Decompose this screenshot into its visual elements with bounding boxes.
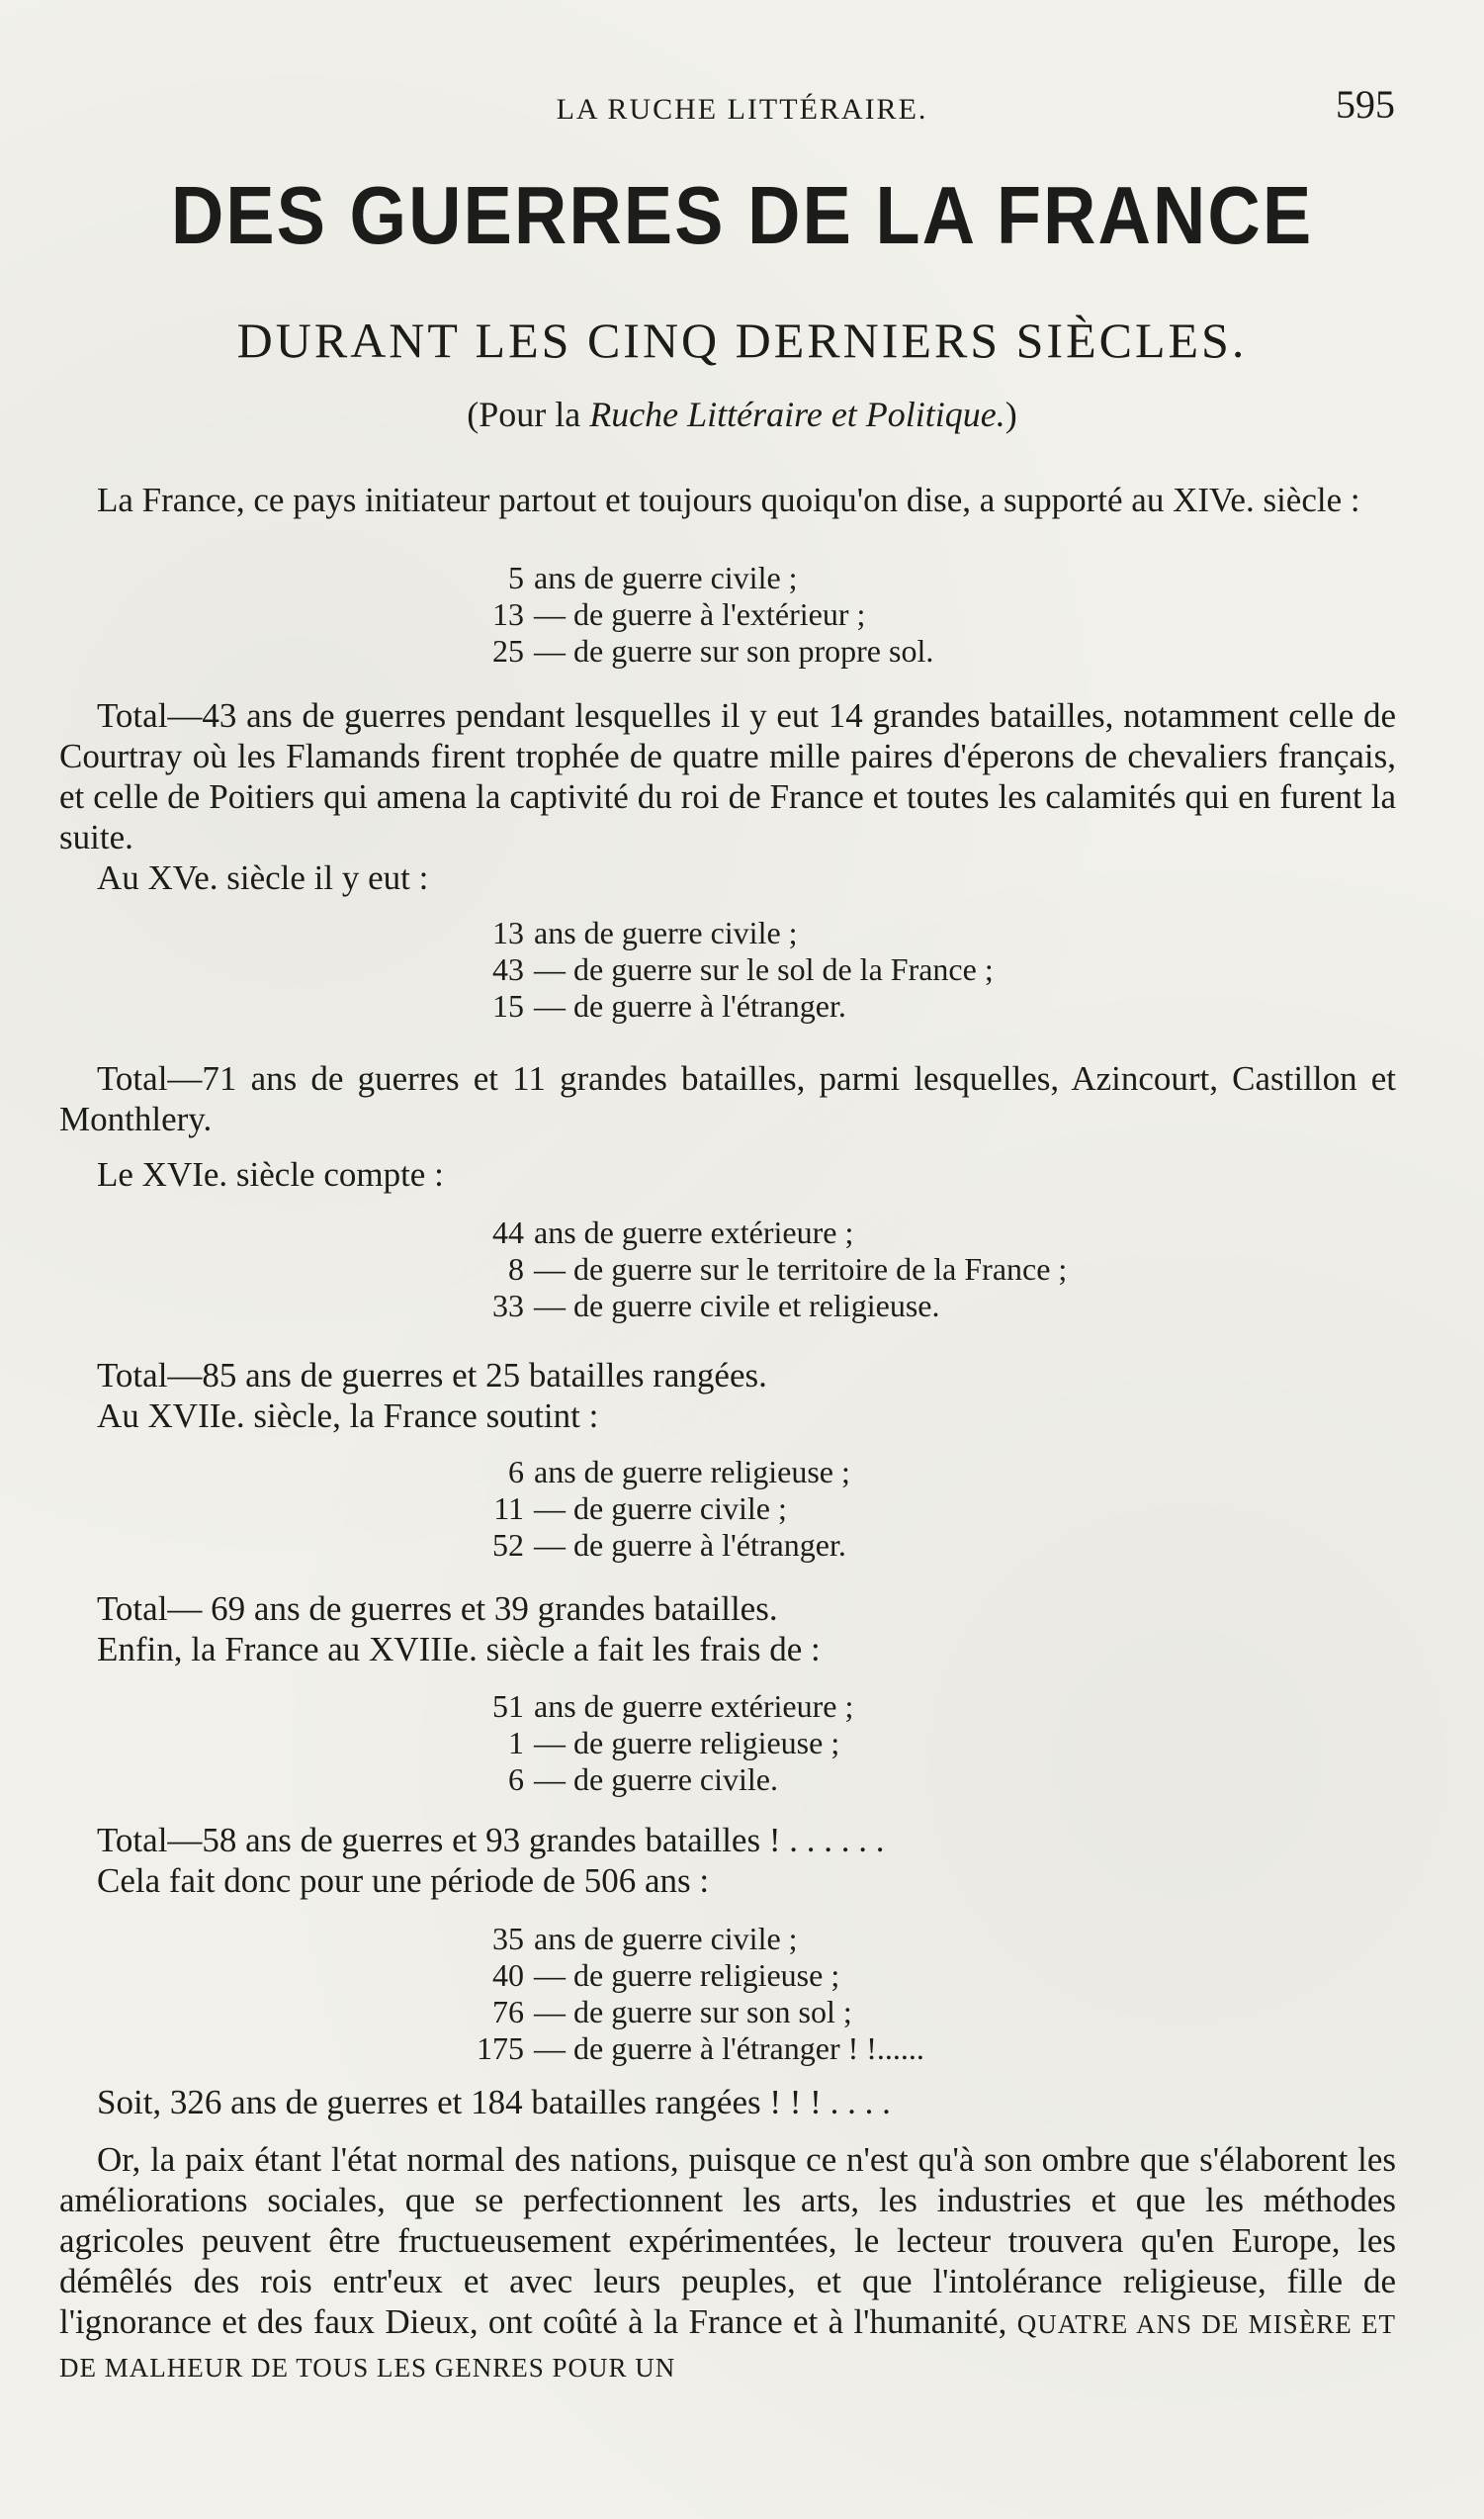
war-list xyxy=(450,1688,1142,1798)
section-total: Total—43 ans de guerres pendant lesquelles il y eut 14 grandes batailles, notamment celle de Courtray où les Flamands firent trophée de quatre mille paires d'éperons de chevaliers français, et celle de Poitiers qui amena la captivité du roi de France et toutes les calamités qui en furent la suite. xyxy=(59,696,1396,856)
war-list-item xyxy=(450,951,1142,988)
running-head: LA RUCHE LITTÉRAIRE. xyxy=(556,93,928,126)
article-subtitle: DURANT LES CINQ DERNIERS SIÈCLES. xyxy=(236,313,1248,368)
war-kind: — de guerre sur le sol de la France ; xyxy=(534,951,994,987)
war-list-item xyxy=(450,1921,1142,1957)
war-years: 51 xyxy=(492,1688,524,1724)
war-years: 175 xyxy=(477,2030,524,2066)
war-years: 13 xyxy=(492,915,524,950)
war-years: 15 xyxy=(492,988,524,1024)
war-kind: — de guerre civile et religieuse. xyxy=(534,1288,940,1323)
war-years: 6 xyxy=(508,1761,524,1797)
war-kind: — de guerre sur son sol ; xyxy=(534,1994,852,2029)
war-kind: — de guerre religieuse ; xyxy=(534,1725,840,1760)
section-intro: Enfin, la France au XVIIIe. siècle a fait les frais de : xyxy=(97,1630,821,1668)
war-list-item xyxy=(450,1288,1142,1324)
war-kind: ans de guerre civile ; xyxy=(534,1921,798,1956)
war-list xyxy=(450,560,1142,670)
war-kind: — de guerre sur le territoire de la France ; xyxy=(534,1251,1068,1287)
war-years: 8 xyxy=(508,1251,524,1287)
war-list-item xyxy=(450,560,1142,596)
war-list-item xyxy=(450,1454,1142,1490)
section-total: Total—85 ans de guerres et 25 batailles rangées. xyxy=(97,1356,767,1394)
section-total: Total—71 ans de guerres et 11 grandes batailles, parmi lesquelles, Azincourt, Castillon et Monthlery. xyxy=(59,1059,1396,1138)
war-years: 11 xyxy=(493,1490,524,1526)
war-list-item xyxy=(450,633,1142,670)
war-list-item xyxy=(450,1527,1142,1564)
war-years: 25 xyxy=(492,633,524,669)
war-list xyxy=(450,915,1142,1025)
war-kind: — de guerre à l'extérieur ; xyxy=(534,596,866,632)
conclusion-text: Or, la paix étant l'état normal des nations, puisque ce n'est qu'à son ombre que s'élaborent les améliorations sociales, que se perfectionnent les arts, les industries et que les méthodes agricoles peuvent être fructueusement expérimentées, le lecteur trouvera qu'en Europe, les démêlés des rois entr'eux et avec leurs peuples, et que l'intolérance religieuse, fille de l'ignorance et des faux Dieux, ont coûté à la France et à l'humanité, xyxy=(59,2140,1396,2341)
war-years: 6 xyxy=(508,1454,524,1489)
war-kind: — de guerre à l'étranger. xyxy=(534,1527,846,1563)
war-kind: — de guerre sur son propre sol. xyxy=(534,633,934,669)
grand-total: Soit, 326 ans de guerres et 184 batailles rangées ! ! ! . . . . xyxy=(97,2083,891,2121)
war-kind: — de guerre à l'étranger. xyxy=(534,988,846,1024)
section-total: Total—58 ans de guerres et 93 grandes batailles ! . . . . . . xyxy=(97,1821,885,1859)
war-years: 1 xyxy=(508,1725,524,1760)
war-kind: ans de guerre extérieure ; xyxy=(534,1688,854,1724)
conclusion-paragraph xyxy=(59,2139,1396,2388)
attribution-before: (Pour la xyxy=(467,395,590,434)
section-intro: Au XVIIe. siècle, la France soutint : xyxy=(97,1396,599,1435)
section-intro: La France, ce pays initiateur partout et toujours quoiqu'on dise, a supporté au XIVe. siècle : xyxy=(97,481,1360,519)
war-years: 40 xyxy=(492,1957,524,1993)
war-list-item xyxy=(450,1725,1142,1761)
conclusion-small-caps: QUATRE ANS DE MISÈRE ET DE MALHEUR DE TOUS LES GENRES POUR UN xyxy=(59,2309,1396,2383)
war-list-item xyxy=(450,2030,1142,2067)
war-list-item xyxy=(450,1688,1142,1725)
war-list xyxy=(450,1454,1142,1564)
war-years: 33 xyxy=(492,1288,524,1323)
section-intro: Cela fait donc pour une période de 506 ans : xyxy=(97,1861,710,1900)
war-kind: ans de guerre civile ; xyxy=(534,560,798,595)
war-list-item xyxy=(450,915,1142,951)
war-years: 52 xyxy=(492,1527,524,1563)
war-kind: — de guerre civile. xyxy=(534,1761,778,1797)
war-list-item xyxy=(450,1994,1142,2030)
war-years: 13 xyxy=(492,596,524,632)
section-intro: Au XVe. siècle il y eut : xyxy=(97,858,429,897)
article-title: DES GUERRES DE LA FRANCE xyxy=(170,169,1314,261)
war-kind: — de guerre civile ; xyxy=(534,1490,787,1526)
attribution xyxy=(0,394,1484,435)
war-list-item xyxy=(450,1957,1142,1994)
war-list-item xyxy=(450,988,1142,1025)
attribution-publication: Ruche Littéraire et Politique. xyxy=(589,395,1005,434)
war-list-item xyxy=(450,1215,1142,1251)
page-number: 595 xyxy=(1336,82,1395,127)
attribution-after: ) xyxy=(1004,395,1017,434)
section-intro: Le XVIe. siècle compte : xyxy=(97,1155,444,1194)
war-list-item xyxy=(450,1761,1142,1798)
war-list-item xyxy=(450,1490,1142,1527)
war-years: 5 xyxy=(508,560,524,595)
war-years: 44 xyxy=(492,1215,524,1250)
war-list-item xyxy=(450,1251,1142,1288)
war-years: 35 xyxy=(492,1921,524,1956)
war-list xyxy=(450,1921,1142,2067)
war-kind: ans de guerre religieuse ; xyxy=(534,1454,850,1489)
war-kind: ans de guerre extérieure ; xyxy=(534,1215,854,1250)
section-total: Total— 69 ans de guerres et 39 grandes batailles. xyxy=(97,1589,778,1628)
war-kind: ans de guerre civile ; xyxy=(534,915,798,950)
war-list xyxy=(450,1215,1142,1324)
war-years: 76 xyxy=(492,1994,524,2029)
war-kind: — de guerre à l'étranger ! !...... xyxy=(534,2030,924,2066)
war-list-item xyxy=(450,596,1142,633)
war-kind: — de guerre religieuse ; xyxy=(534,1957,840,1993)
war-years: 43 xyxy=(492,951,524,987)
